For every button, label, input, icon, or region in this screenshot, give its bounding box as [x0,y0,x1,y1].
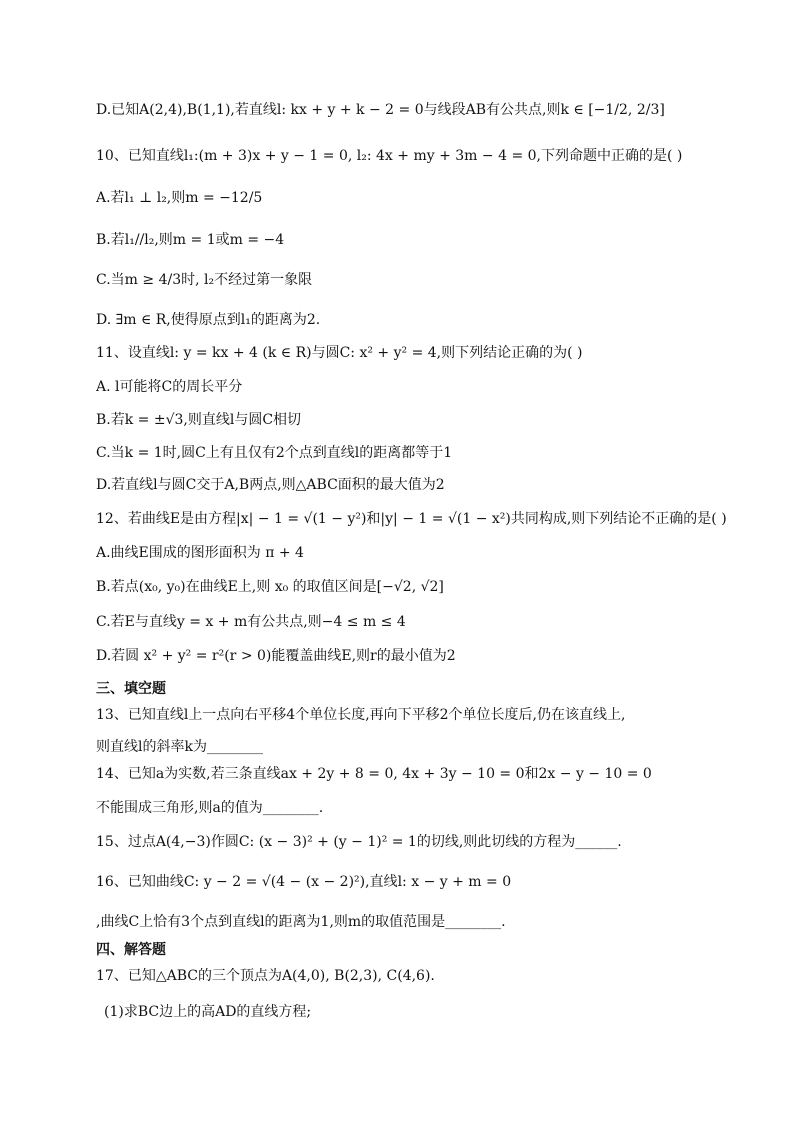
q12-option-d: D.若圆 x² + y² = r²(r > 0)能覆盖曲线E,则r的最小值为2 [96,648,456,664]
q13-stem-1: 13、已知直线l上一点向右平移4个单位长度,再向下平移2个单位长度后,仍在该直线上, [96,707,626,723]
q12-option-b: B.若点(x₀, y₀)在曲线E上,则 x₀ 的取值区间是[−√2, √2] [96,579,444,595]
q11-stem: 11、设直线l: y = kx + 4 (k ∈ R)与圆C: x² + y² = 4,则下列结论正确的为( ) [96,345,583,361]
q9-option-d: D.已知A(2,4),B(1,1),若直线l: kx + y + k − 2 = 0与线段AB有公共点,则k ∈ [−1/2, 2/3] [96,102,665,118]
q10-option-b: B.若l₁//l₂,则m = 1或m = −4 [96,232,285,248]
q12-option-a: A.曲线E围成的图形面积为 π + 4 [96,545,304,561]
q14-stem-1: 14、已知a为实数,若三条直线ax + 2y + 8 = 0, 4x + 3y − 10 = 0和2x − y − 10 = 0 [96,766,652,782]
q17-part-1: (1)求BC边上的高AD的直线方程; [104,1004,312,1020]
q10-option-a: A.若l₁ ⊥ l₂,则m = −12/5 [96,190,263,206]
q14-stem-2: 不能围成三角形,则a的值为________. [96,800,324,816]
q15-stem: 15、过点A(4,−3)作圆C: (x − 3)² + (y − 1)² = 1的切线,则此切线的方程为______. [96,834,622,850]
q10-option-c: C.当m ≥ 4/3时, l₂不经过第一象限 [96,272,313,288]
q12-stem: 12、若曲线E是由方程|x| − 1 = √(1 − y²)和|y| − 1 = √(1 − x²)共同构成,则下列结论不正确的是( ) [96,511,727,527]
q13-stem-2: 则直线l的斜率k为________ [96,739,263,755]
q11-option-b: B.若k = ±√3,则直线l与圆C相切 [96,412,302,428]
q10-option-d: D. ∃m ∈ R,使得原点到l₁的距离为2. [96,312,321,328]
q16-stem-1: 16、已知曲线C: y − 2 = √(4 − (x − 2)²),直线l: x − y + m = 0 [96,874,512,890]
q10-stem: 10、已知直线l₁:(m + 3)x + y − 1 = 0, l₂: 4x + my + 3m − 4 = 0,下列命题中正确的是( ) [96,148,683,164]
q11-option-c: C.当k = 1时,圆C上有且仅有2个点到直线l的距离都等于1 [96,445,453,461]
q12-option-c: C.若E与直线y = x + m有公共点,则−4 ≤ m ≤ 4 [96,614,406,630]
q16-stem-2: ,曲线C上恰有3个点到直线l的距离为1,则m的取值范围是________. [96,914,506,930]
q17-stem: 17、已知△ABC的三个顶点为A(4,0), B(2,3), C(4,6). [96,968,435,984]
section-answer-heading: 四、解答题 [96,942,166,958]
q11-option-d: D.若直线l与圆C交于A,B两点,则△ABC面积的最大值为2 [96,477,445,493]
q11-option-a: A. l可能将C的周长平分 [96,379,243,395]
section-fill-in-heading: 三、填空题 [96,681,166,697]
